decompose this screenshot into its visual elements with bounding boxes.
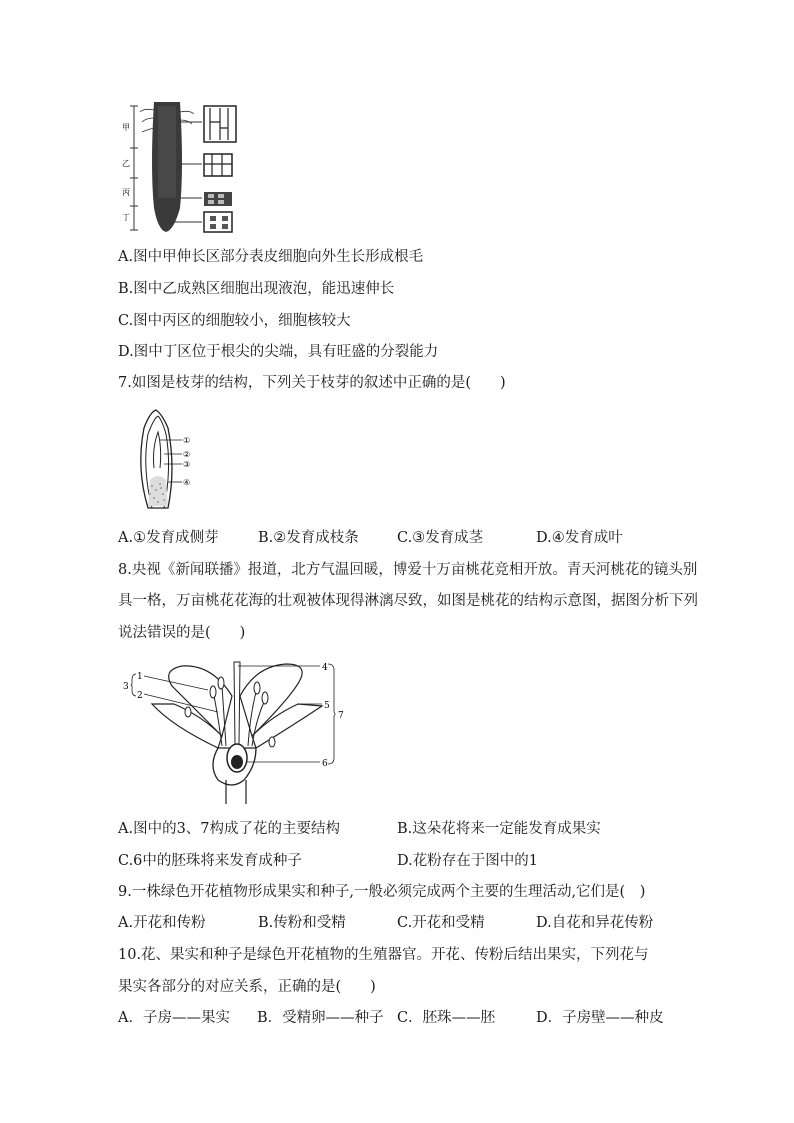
- q7-option-b[interactable]: B.②发育成枝条: [258, 530, 359, 546]
- bud-label-1: ①: [183, 436, 191, 445]
- peach-flower-figure: [122, 656, 354, 806]
- q8-option-b[interactable]: B.这朵花将来一定能发育成果实: [397, 821, 601, 837]
- q10-stem-line-2: 果实各部分的对应关系，正确的是( ): [118, 979, 376, 995]
- q9-option-a[interactable]: A.开花和传粉: [118, 915, 206, 931]
- bud-label-4: ④: [183, 478, 191, 487]
- bud-structure-figure: [128, 408, 218, 512]
- q10-option-c[interactable]: C．胚珠——胚: [397, 1010, 496, 1026]
- q9-option-c[interactable]: C.开花和受精: [397, 915, 485, 931]
- q7-option-a[interactable]: A.①发育成侧芽: [118, 530, 219, 546]
- q8-stem-line-2: 具一格，万亩桃花花海的壮观被体现得淋漓尽致，如图是桃花的结构示意图，据图分析下列: [118, 593, 698, 609]
- q10-option-d[interactable]: D．子房壁——种皮: [536, 1010, 664, 1026]
- q9-stem: 9.一株绿色开花植物形成果实和种子,一般必须完成两个主要的生理活动,它们是( ): [118, 884, 646, 900]
- q10-option-a[interactable]: A．子房——果实: [118, 1010, 230, 1026]
- flower-label-7: 7: [338, 711, 344, 721]
- q6-option-b[interactable]: B.图中乙成熟区细胞出现液泡，能迅速伸长: [118, 281, 395, 297]
- flower-label-1: 1: [137, 672, 143, 682]
- q9-option-d[interactable]: D.自花和异花传粉: [536, 915, 654, 931]
- q7-option-d[interactable]: D.④发育成叶: [536, 530, 623, 546]
- zone-ding-label: 丁: [122, 213, 130, 222]
- bud-label-2: ②: [183, 450, 191, 459]
- q9-option-b[interactable]: B.传粉和受精: [258, 915, 346, 931]
- q7-option-c[interactable]: C.③发育成茎: [397, 530, 484, 546]
- q8-stem-line-3: 说法错误的是( ): [118, 625, 246, 641]
- flower-label-5: 5: [324, 701, 330, 711]
- q8-option-c[interactable]: C.6中的胚珠将来发育成种子: [118, 853, 302, 869]
- q6-option-c[interactable]: C.图中丙区的细胞较小，细胞核较大: [118, 313, 351, 329]
- flower-label-3: 3: [123, 682, 129, 692]
- q8-option-d[interactable]: D.花粉存在于图中的1: [397, 853, 538, 869]
- flower-label-2: 2: [137, 691, 143, 701]
- flower-label-4: 4: [322, 663, 328, 673]
- q10-option-b[interactable]: B．受精卵——种子: [257, 1010, 384, 1026]
- q8-stem-line-1: 8.央视《新闻联播》报道，北方气温回暖，博爱十万亩桃花竞相开放。青天河桃花的镜头别: [118, 562, 698, 578]
- root-tip-figure: [118, 98, 248, 238]
- q6-option-a[interactable]: A.图中甲伸长区部分表皮细胞向外生长形成根毛: [118, 249, 424, 265]
- zone-yi-label: 乙: [122, 159, 130, 168]
- zone-bing-label: 丙: [122, 188, 130, 197]
- flower-label-6: 6: [322, 759, 328, 769]
- q10-stem-line-1: 10.花、果实和种子是绿色开花植物的生殖器官。开花、传粉后结出果实，下列花与: [118, 947, 649, 963]
- q7-stem: 7.如图是枝芽的结构，下列关于枝芽的叙述中正确的是( ): [118, 375, 506, 391]
- q6-option-d[interactable]: D.图中丁区位于根尖的尖端，具有旺盛的分裂能力: [118, 344, 439, 360]
- q8-option-a[interactable]: A.图中的3、7构成了花的主要结构: [118, 821, 341, 837]
- zone-jia-label: 甲: [122, 123, 130, 132]
- bud-label-3: ③: [183, 460, 191, 469]
